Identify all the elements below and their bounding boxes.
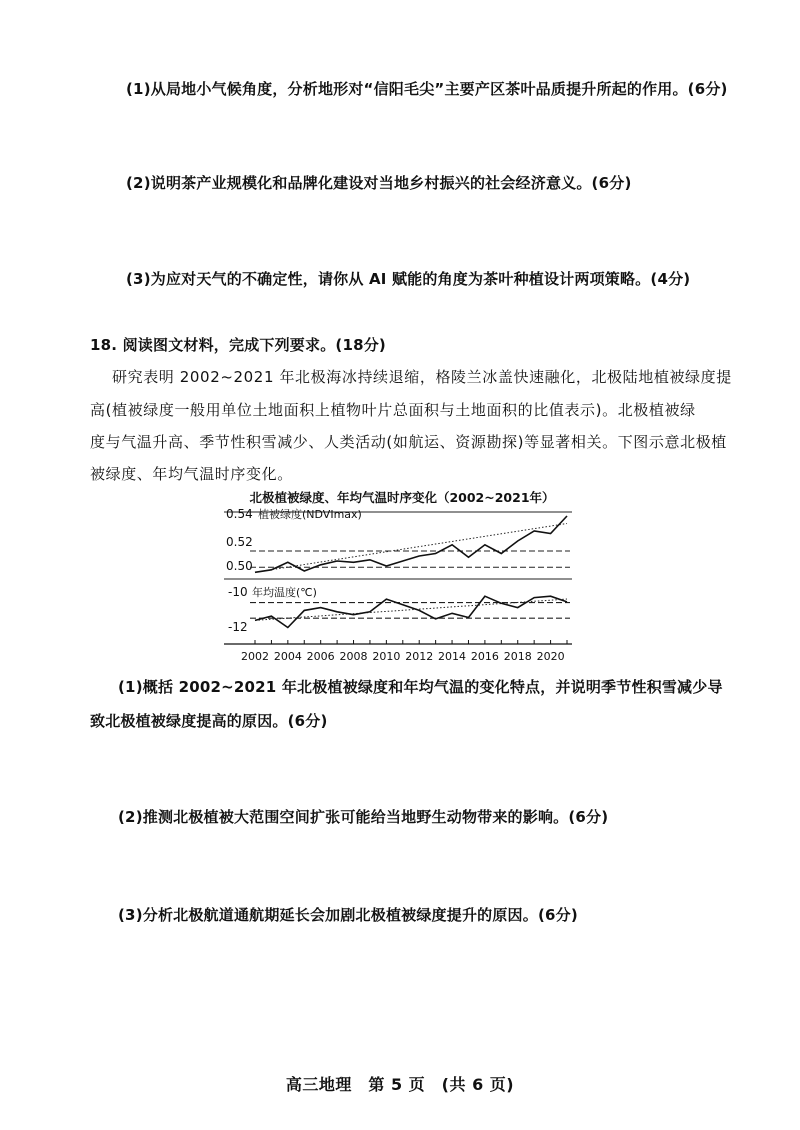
trend-line bbox=[255, 524, 567, 573]
panel-name: 植被绿度(NDVImax) bbox=[258, 508, 362, 521]
x-tick-label: 2002 bbox=[241, 650, 269, 663]
y-tick-label: -12 bbox=[228, 620, 248, 634]
x-tick-label: 2020 bbox=[536, 650, 565, 663]
y-tick-label: -10 bbox=[228, 585, 248, 599]
material-line-1: 研究表明 2002~2021 年北极海冰持续退缩，格陵兰冰盖快速融化，北极陆地植被绿度提 bbox=[112, 368, 732, 386]
arctic-ndvi-temperature-chart bbox=[222, 486, 582, 676]
x-tick-label: 2016 bbox=[470, 650, 499, 663]
chart-title: 北极植被绿度、年均气温时序变化（2002~2021年） bbox=[249, 490, 555, 505]
question-18-3: (3)分析北极航道通航期延长会加剧北极植被绿度提升的原因。(6分) bbox=[118, 906, 578, 924]
question-17-1: (1)从局地小气候角度，分析地形对“信阳毛尖”主要产区茶叶品质提升所起的作用。(6分) bbox=[126, 80, 728, 98]
question-17-3: (3)为应对天气的不确定性，请你从 AI 赋能的角度为茶叶种植设计两项策略。(4分) bbox=[126, 270, 691, 288]
page-footer: 高三地理 第 5 页 (共 6 页) bbox=[285, 1075, 515, 1094]
question-17-2: (2)说明茶产业规模化和品牌化建设对当地乡村振兴的社会经济意义。(6分) bbox=[126, 174, 632, 192]
series-line bbox=[255, 596, 567, 627]
x-tick-label: 2012 bbox=[405, 650, 434, 663]
material-line-4: 被绿度、年均气温时序变化。 bbox=[90, 465, 293, 483]
x-tick-label: 2010 bbox=[372, 650, 401, 663]
y-tick-label: 0.50 bbox=[226, 559, 253, 573]
series-line bbox=[255, 516, 567, 572]
material-line-2: 高(植被绿度一般用单位土地面积上植物叶片总面积与土地面积的比值表示)。北极植被绿 bbox=[90, 401, 696, 419]
x-tick-label: 2004 bbox=[273, 650, 302, 663]
x-tick-label: 2008 bbox=[339, 650, 368, 663]
material-line-3: 度与气温升高、季节性积雪减少、人类活动(如航运、资源勘探)等显著相关。下图示意北极植 bbox=[90, 433, 727, 451]
question-18-1-line-1: (1)概括 2002~2021 年北极植被绿度和年均气温的变化特点，并说明季节性积雪减少导 bbox=[118, 678, 723, 696]
x-tick-label: 2018 bbox=[503, 650, 532, 663]
question-18-2: (2)推测北极植被大范围空间扩张可能给当地野生动物带来的影响。(6分) bbox=[118, 808, 609, 826]
y-tick-label: 0.52 bbox=[226, 535, 253, 549]
panel-name: 年均温度(℃) bbox=[252, 586, 317, 599]
x-tick-label: 2014 bbox=[438, 650, 467, 663]
question-18-1-line-2: 致北极植被绿度提高的原因。(6分) bbox=[90, 712, 328, 730]
question-18-heading: 18. 阅读图文材料，完成下列要求。(18分) bbox=[90, 336, 386, 354]
y-tick-label: 0.54 bbox=[226, 507, 253, 521]
x-tick-label: 2006 bbox=[306, 650, 335, 663]
